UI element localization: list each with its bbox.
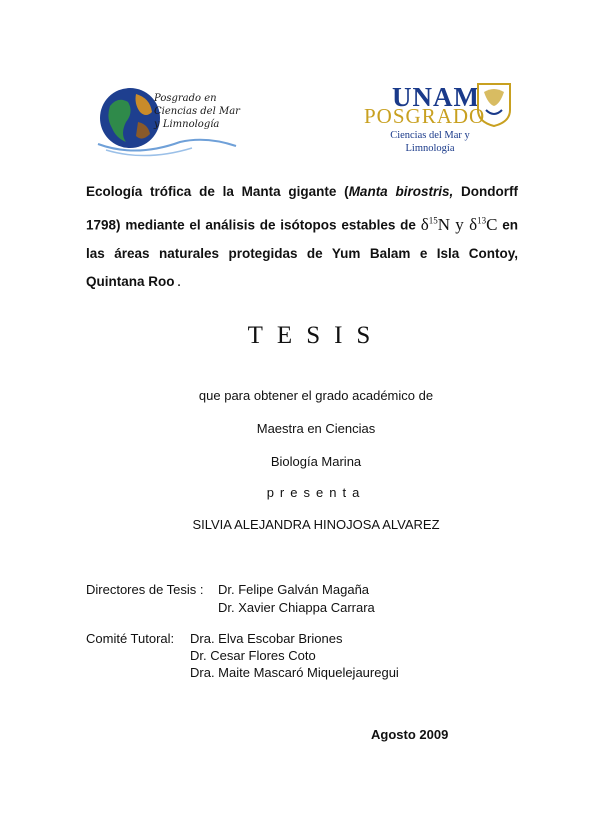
logo-left-line3: y Limnología [154, 119, 220, 130]
title-part3: en las áreas naturales protegidas de Yum Balam e Isla Contoy, Quintana Roo [86, 217, 518, 289]
unam-sub-line1: Ciencias del Mar y [390, 130, 470, 141]
degree-line: Maestra en Ciencias [256, 421, 376, 436]
title-part1: Ecología trófica de la Manta gigante ( [86, 184, 349, 199]
purpose-line: que para obtener el grado académico de [198, 388, 434, 403]
committee-label: Comité Tutoral: [86, 631, 175, 646]
posgrado-logo-text: POSGRADO [364, 104, 486, 128]
unam-posgrado-logo [362, 82, 514, 162]
author-name: SILVIA ALEJANDRA HINOJOSA ALVAREZ [192, 517, 440, 532]
logo-left-line1: Posgrado en [154, 93, 217, 104]
date: Agosto 2009 [371, 727, 449, 742]
director-1: Dr. Felipe Galván Magaña [218, 582, 370, 597]
thesis-title [86, 178, 518, 297]
n-y: N y [437, 214, 470, 234]
committee-member-1: Dra. Elva Escobar Briones [190, 631, 343, 646]
title-species: Manta birostris, [348, 184, 454, 199]
tesis-heading: TESIS [247, 322, 385, 349]
title-end: . [174, 276, 181, 289]
sup-13: 13 [477, 215, 487, 225]
unam-crest-icon [474, 82, 514, 128]
presenta-line: presenta [266, 485, 366, 500]
field-line: Biología Marina [270, 454, 362, 469]
director-2: Dr. Xavier Chiappa Carrara [218, 600, 375, 615]
delta-2: δ [469, 214, 478, 234]
sup-15: 15 [428, 215, 438, 225]
unam-sub-line2: Limnología [405, 143, 455, 154]
committee-member-3: Dra. Maite Mascaró Miquelejauregui [190, 665, 399, 680]
logo-left-line2: Ciencias del Mar [154, 106, 240, 117]
delta-1: δ [420, 214, 429, 234]
posgrado-logo [96, 78, 246, 158]
title-part2: Dondorff 1798) mediante el análisis de isótopos estables de [86, 184, 518, 233]
c: C [486, 214, 498, 234]
isotope-notation [421, 215, 498, 234]
unam-logo-text: UNAM [392, 82, 480, 112]
directors-label: Directores de Tesis : [86, 582, 204, 597]
committee-member-2: Dr. Cesar Flores Coto [190, 648, 316, 663]
